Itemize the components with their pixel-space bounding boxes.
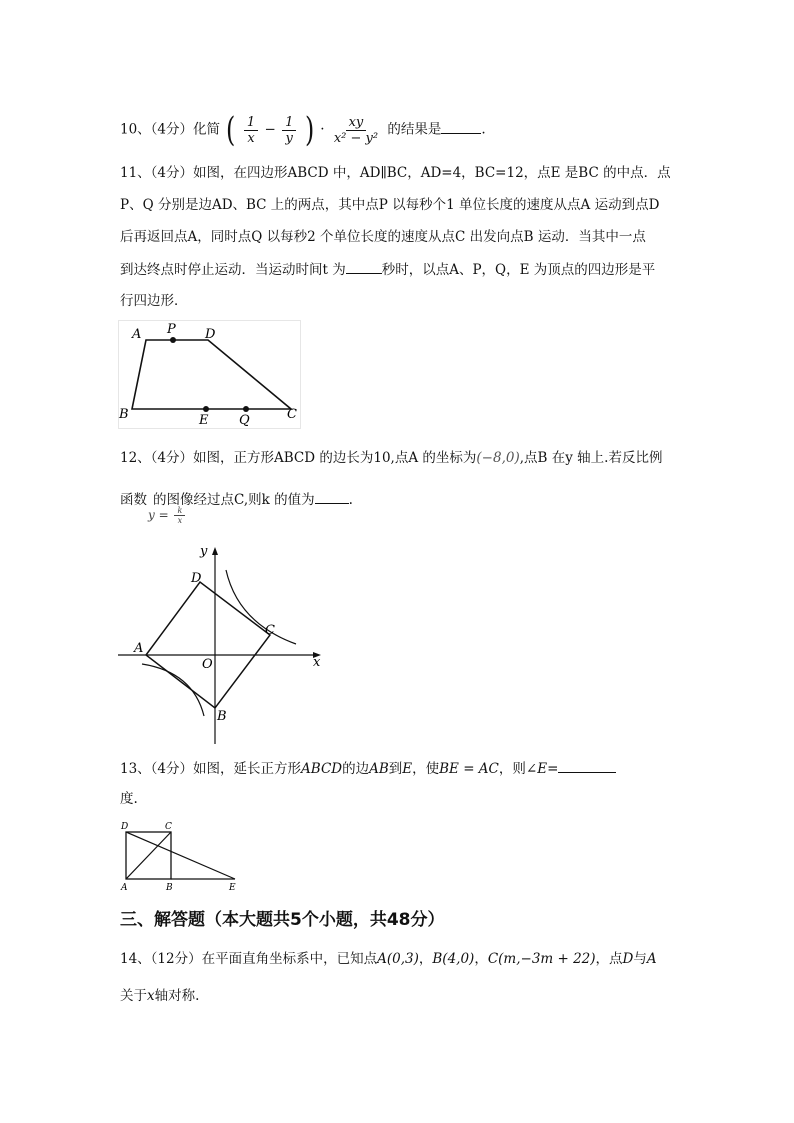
fraction-1-over-y: $\frac{1}{y}$: [282, 115, 296, 146]
point-p: [170, 337, 176, 343]
q13-text-b: 的边: [342, 761, 370, 777]
label-x: x: [313, 655, 321, 670]
q14-sep-1: ，: [418, 951, 433, 967]
label-b: B: [166, 883, 173, 893]
q13-line-2: 度.: [120, 791, 138, 807]
q11-line-4b: 秒时，以点A、P，Q，E 为顶点的四边形是平: [381, 262, 656, 278]
q12-line-1b: ,点B 在y 轴上.若反比例: [519, 450, 663, 466]
fraction-1-over-x: $\frac{1}{x}$: [244, 115, 258, 146]
math-a: A: [646, 951, 657, 967]
coordinate-a: (−8,0): [476, 450, 520, 466]
math-angle-e: E: [537, 761, 548, 777]
label-a: A: [132, 327, 142, 342]
q14-sep-2: ，: [474, 951, 488, 967]
q14-line-1: [120, 949, 657, 969]
q13-line-1: [120, 758, 616, 779]
answer-blank: [558, 758, 616, 773]
q10-prefix: 10、（4分）化简: [120, 121, 221, 138]
diagonal-ac: [126, 832, 171, 879]
q11-line-1: 11、（4分）如图，在四边形ABCD 中，AD∥BC，AD=4，BC=12，点E 是BC 的中点．点: [120, 165, 671, 181]
fraction-xy: $\frac{xy}{\text{x² − y²}}$: [333, 114, 379, 146]
hyperbola-branch-lower: [142, 664, 204, 716]
label-y: y: [200, 544, 208, 559]
left-paren: (: [226, 110, 236, 150]
section-heading: 三、解答题（本大题共5个小题，共48分）: [120, 910, 445, 930]
label-a: A: [134, 641, 144, 656]
math-be-eq-ac: BE = AC: [439, 761, 499, 777]
math-abcd: ABCD: [301, 761, 343, 777]
q11-line-3: 后再返回点A，同时点Q 以每秒2 个单位长度的速度从点C 出发向点B 运动．当其中一点: [120, 229, 646, 245]
label-d: D: [191, 571, 202, 586]
question-10: [120, 110, 486, 150]
point-q: [243, 406, 249, 412]
q13-text-d: ，使: [412, 761, 440, 777]
label-b: B: [119, 407, 129, 422]
point-a-coord: A(0,3): [377, 951, 419, 967]
dot-operator: ·: [320, 121, 325, 138]
inverse-function-formula: [148, 506, 187, 525]
y-axis-arrow-icon: [212, 547, 218, 555]
trapezoid-outline: [132, 340, 291, 409]
q11-line-2: P、Q 分别是边AD、BC 上的两点，其中点P 以每秒个1 单位长度的速度从点A 运动到点D: [120, 197, 660, 213]
math-e: E: [402, 761, 413, 777]
label-d: D: [121, 822, 129, 832]
q11-line-4: [120, 259, 655, 280]
label-e: E: [199, 413, 209, 428]
formula-lhs: y =: [148, 508, 169, 522]
point-e: [203, 406, 209, 412]
label-b: B: [217, 709, 227, 724]
square-abcd: [146, 582, 270, 708]
math-x: x: [147, 988, 155, 1004]
q12-line-1: [120, 448, 662, 468]
q14-text-b: ，点: [595, 951, 623, 967]
q12-coordinate-figure: [118, 538, 328, 748]
q10-suffix: 的结果是: [387, 121, 442, 138]
answer-blank: [315, 489, 349, 504]
label-o: O: [202, 657, 213, 672]
q13-text-f: =: [547, 761, 559, 777]
q14-text-e: 轴对称.: [154, 988, 200, 1004]
label-a: A: [121, 883, 128, 893]
segment-de: [126, 832, 235, 879]
q13-text-a: 13、（4分）如图，延长正方形: [120, 761, 302, 777]
label-c: C: [165, 822, 172, 832]
q14-text-d: 关于: [120, 988, 147, 1004]
point-b-coord: B(4,0): [432, 951, 475, 967]
q13-text-e: ，则∠: [498, 761, 538, 777]
point-c-coord: C(m,−3m + 22): [487, 951, 596, 967]
q12-line-1a: 12、（4分）如图，正方形ABCD 的边长为10,点A 的坐标为: [120, 450, 477, 466]
q11-line-4a: 到达终点时停止运动．当运动时间t 为: [120, 262, 346, 278]
q12-line-2a: 函数: [120, 492, 147, 508]
label-d: D: [205, 327, 216, 342]
label-p: P: [167, 322, 176, 337]
label-c: C: [287, 407, 297, 422]
formula-fraction: $\frac{k}{x}$: [174, 506, 185, 525]
q11-line-5: 行四边形．: [120, 293, 188, 309]
minus-sign: −: [264, 121, 276, 138]
q14-line-2: [120, 986, 199, 1006]
answer-blank: [441, 119, 481, 134]
answer-blank: [346, 259, 382, 274]
q11-trapezoid-figure: [118, 320, 303, 430]
math-d: D: [622, 951, 634, 967]
label-e: E: [229, 883, 236, 893]
label-c: C: [265, 623, 275, 638]
right-paren: ): [304, 110, 314, 150]
q12-line-2-end: .: [348, 492, 353, 508]
q12-line-2b: 的图像经过点C,则k 的值为: [153, 492, 315, 508]
q13-square-figure: [118, 818, 248, 893]
hyperbola-branch-upper: [226, 570, 296, 644]
q14-text-a: 14、（12分）在平面直角坐标系中，已知点: [120, 951, 378, 967]
math-ab: AB: [369, 761, 389, 777]
label-q: Q: [239, 413, 250, 428]
q14-text-c: 与: [633, 951, 647, 967]
q13-text-c: 到: [388, 761, 403, 777]
q10-end: .: [481, 121, 486, 138]
